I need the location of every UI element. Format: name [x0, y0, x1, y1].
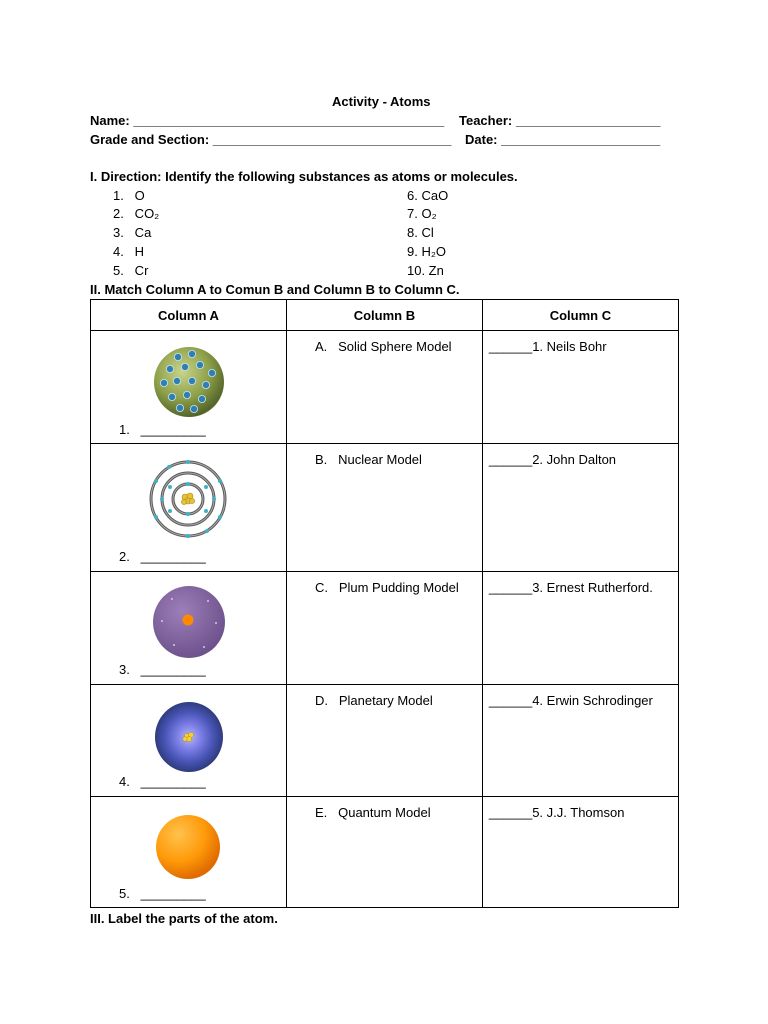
name-line[interactable]: Name: ___________________________________________ — [90, 113, 445, 128]
section1-direction: I. Direction: Identify the following substances as atoms or molecules. — [90, 169, 518, 184]
column-b-cell — [286, 331, 482, 444]
column-b-cell — [286, 572, 482, 685]
table-row — [91, 685, 679, 797]
table-row — [91, 444, 679, 572]
column-c-cell — [482, 797, 678, 908]
table-row — [91, 331, 679, 444]
list-item: 8. Cl — [407, 225, 434, 240]
list-item: 2. CO₂ — [113, 206, 160, 221]
column-c-cell — [482, 685, 678, 797]
grade-section-line[interactable]: Grade and Section: _________________________________ — [90, 132, 452, 147]
column-a-cell — [91, 444, 287, 572]
column-a-cell — [91, 797, 287, 908]
scientist-item[interactable]: ______3. Ernest Rutherford. — [488, 580, 653, 595]
list-item: 3. Ca — [113, 225, 152, 240]
model-option: E. Quantum Model — [314, 805, 431, 820]
scientist-item[interactable]: ______1. Neils Bohr — [488, 339, 607, 354]
list-item: 5. Cr — [113, 263, 149, 278]
scientist-item[interactable]: ______5. J.J. Thomson — [488, 805, 625, 820]
column-c-header: Column C — [482, 300, 678, 331]
model-option: A. Solid Sphere Model — [314, 339, 452, 354]
matching-table — [90, 299, 679, 908]
table-row — [91, 797, 679, 908]
list-item: 10. Zn — [407, 263, 444, 278]
column-b-cell — [286, 444, 482, 572]
section2-direction: II. Match Column A to Comun B and Column B to Column C. — [90, 282, 460, 297]
bohr-atom-image — [148, 459, 228, 539]
solid-sphere-atom-image — [155, 814, 221, 880]
column-b-header: Column B — [286, 300, 482, 331]
list-item: 6. CaO — [407, 188, 449, 203]
column-a-header: Column A — [91, 300, 287, 331]
table-row — [91, 572, 679, 685]
column-c-cell — [482, 331, 678, 444]
model-option: D. Planetary Model — [314, 693, 433, 708]
section3-direction: III. Label the parts of the atom. — [90, 911, 278, 926]
model-option: B. Nuclear Model — [314, 452, 422, 467]
list-item: 4. H — [113, 244, 145, 259]
column-a-cell — [91, 331, 287, 444]
column-c-cell — [482, 572, 678, 685]
table-header-row — [91, 300, 679, 331]
model-option: C. Plum Pudding Model — [314, 580, 459, 595]
column-b-cell — [286, 685, 482, 797]
list-item: 9. H₂O — [407, 244, 446, 259]
nuclear-atom-image — [152, 585, 226, 659]
list-item: 1. O — [113, 188, 145, 203]
column-c-cell — [482, 444, 678, 572]
scientist-item[interactable]: ______2. John Dalton — [488, 452, 617, 467]
answer-blank[interactable]: 4. _________ — [119, 774, 206, 789]
column-a-cell — [91, 572, 287, 685]
date-line[interactable]: Date: ______________________ — [465, 132, 661, 147]
answer-blank[interactable]: 3. _________ — [119, 662, 206, 677]
page-title: Activity - Atoms — [332, 94, 431, 109]
column-a-cell — [91, 685, 287, 797]
answer-blank[interactable]: 1. _________ — [119, 422, 206, 437]
answer-blank[interactable]: 2. _________ — [119, 549, 206, 564]
list-item: 7. O₂ — [407, 206, 437, 221]
teacher-line[interactable]: Teacher: ____________________ — [459, 113, 661, 128]
column-b-cell — [286, 797, 482, 908]
quantum-atom-image — [154, 701, 224, 773]
scientist-item[interactable]: ______4. Erwin Schrodinger — [488, 693, 653, 708]
plum-pudding-atom-image — [152, 345, 226, 419]
answer-blank[interactable]: 5. _________ — [119, 886, 206, 901]
